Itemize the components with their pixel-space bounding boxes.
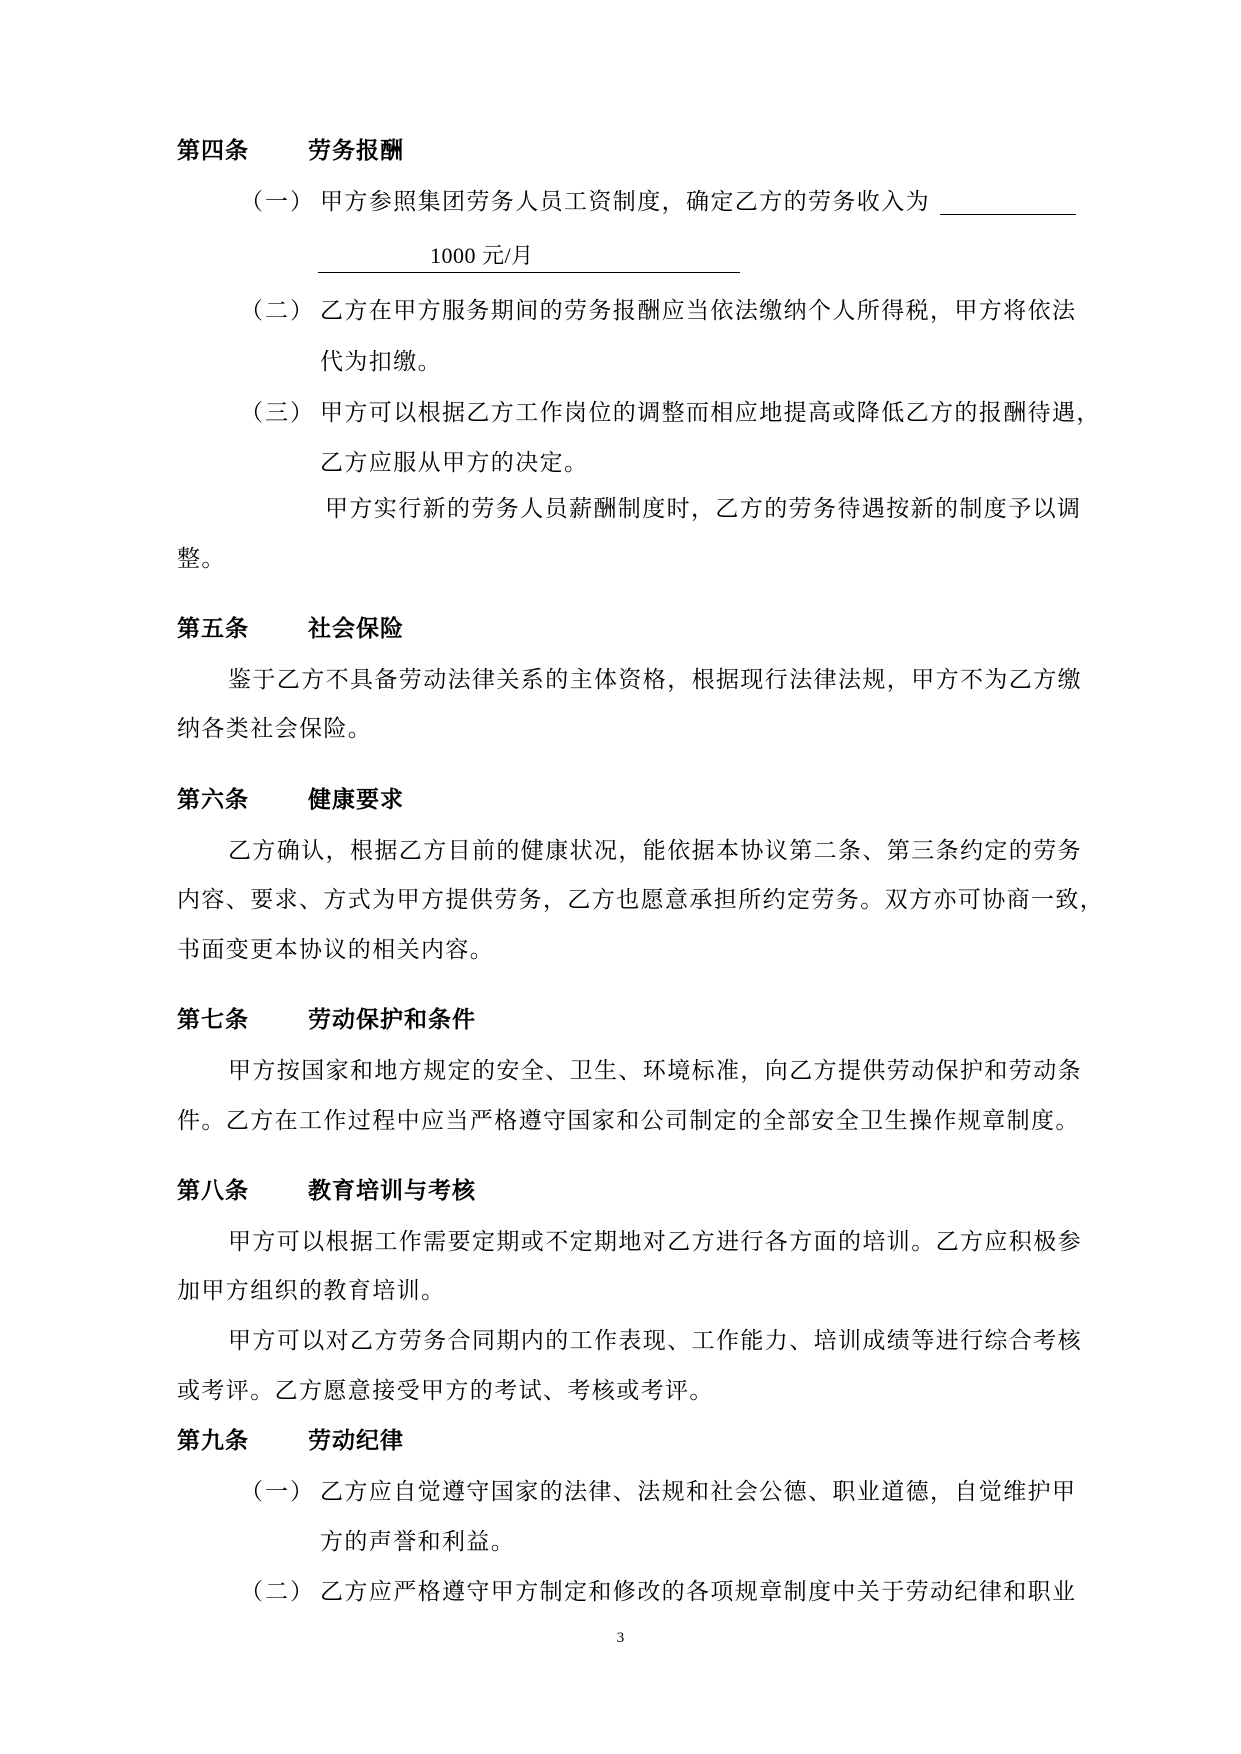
article-title: 劳动纪律 xyxy=(308,1427,404,1454)
art4-paragraph-line1: 甲方实行新的劳务人员薪酬制度时，乙方的劳务待遇按新的制度予以调 xyxy=(325,496,1082,522)
art8-p1-line2: 加甲方组织的教育培训。 xyxy=(177,1278,446,1304)
article-title: 劳务报酬 xyxy=(308,137,404,164)
article-7-heading xyxy=(177,1005,476,1035)
art9-item1-line1: 乙方应自觉遵守国家的法律、法规和社会公德、职业道德，自觉维护甲 xyxy=(320,1479,1077,1505)
item-marker: （二） xyxy=(240,298,315,324)
art4-item2-line2: 代为扣缴。 xyxy=(320,349,442,375)
item-marker: （二） xyxy=(240,1579,315,1605)
article-number: 第六条 xyxy=(177,786,249,813)
article-title: 健康要求 xyxy=(308,786,404,813)
article-6-heading xyxy=(177,785,404,815)
art4-item3-line2: 乙方应服从甲方的决定。 xyxy=(320,450,589,476)
page-number: 3 xyxy=(616,1630,625,1646)
art6-line1: 乙方确认，根据乙方目前的健康状况，能依据本协议第二条、第三条约定的劳务 xyxy=(228,838,1082,864)
article-8-heading xyxy=(177,1176,476,1206)
article-4-heading xyxy=(177,136,404,166)
art7-line1: 甲方按国家和地方规定的安全、卫生、环境标准，向乙方提供劳动保护和劳动条 xyxy=(228,1058,1082,1084)
art9-item1-line2: 方的声誉和利益。 xyxy=(320,1529,516,1555)
article-title: 社会保险 xyxy=(308,615,404,642)
remuneration-amount: 1000 元/月 xyxy=(430,243,534,268)
art5-line1: 鉴于乙方不具备劳动法律关系的主体资格，根据现行法律法规，甲方不为乙方缴 xyxy=(228,667,1082,693)
article-number: 第四条 xyxy=(177,137,249,164)
art5-line2: 纳各类社会保险。 xyxy=(177,716,373,742)
art4-item3-line1: 甲方可以根据乙方工作岗位的调整而相应地提高或降低乙方的报酬待遇， xyxy=(320,400,1101,426)
art7-line2: 件。乙方在工作过程中应当严格遵守国家和公司制定的全部安全卫生操作规章制度。 xyxy=(177,1108,1080,1134)
article-number: 第五条 xyxy=(177,615,249,642)
art6-line3: 书面变更本协议的相关内容。 xyxy=(177,937,495,963)
article-number: 第七条 xyxy=(177,1006,249,1033)
art8-p2-line2: 或考评。乙方愿意接受甲方的考试、考核或考评。 xyxy=(177,1378,714,1404)
article-9-heading xyxy=(177,1426,404,1456)
article-title: 劳动保护和条件 xyxy=(308,1006,476,1033)
fill-in-blank-line xyxy=(940,214,1076,215)
art9-item2-line1: 乙方应严格遵守甲方制定和修改的各项规章制度中关于劳动纪律和职业 xyxy=(320,1579,1077,1605)
art8-p2-line1: 甲方可以对乙方劳务合同期内的工作表现、工作能力、培训成绩等进行综合考核 xyxy=(228,1328,1082,1354)
item-marker: （三） xyxy=(240,400,315,426)
article-number: 第八条 xyxy=(177,1177,249,1204)
article-title: 教育培训与考核 xyxy=(308,1177,476,1204)
art4-item1-line1: 甲方参照集团劳务人员工资制度，确定乙方的劳务收入为 xyxy=(320,189,930,215)
article-5-heading xyxy=(177,614,404,644)
art6-line2: 内容、要求、方式为甲方提供劳务，乙方也愿意承担所约定劳务。双方亦可协商一致， xyxy=(177,887,1105,913)
art4-item2-line1: 乙方在甲方服务期间的劳务报酬应当依法缴纳个人所得税，甲方将依法 xyxy=(320,298,1077,324)
fill-in-blank-line xyxy=(318,272,740,273)
art4-paragraph-line2: 整。 xyxy=(177,546,226,572)
item-marker: （一） xyxy=(240,1479,315,1505)
art8-p1-line1: 甲方可以根据工作需要定期或不定期地对乙方进行各方面的培训。乙方应积极参 xyxy=(228,1229,1082,1255)
article-number: 第九条 xyxy=(177,1427,249,1454)
item-marker: （一） xyxy=(240,189,315,215)
